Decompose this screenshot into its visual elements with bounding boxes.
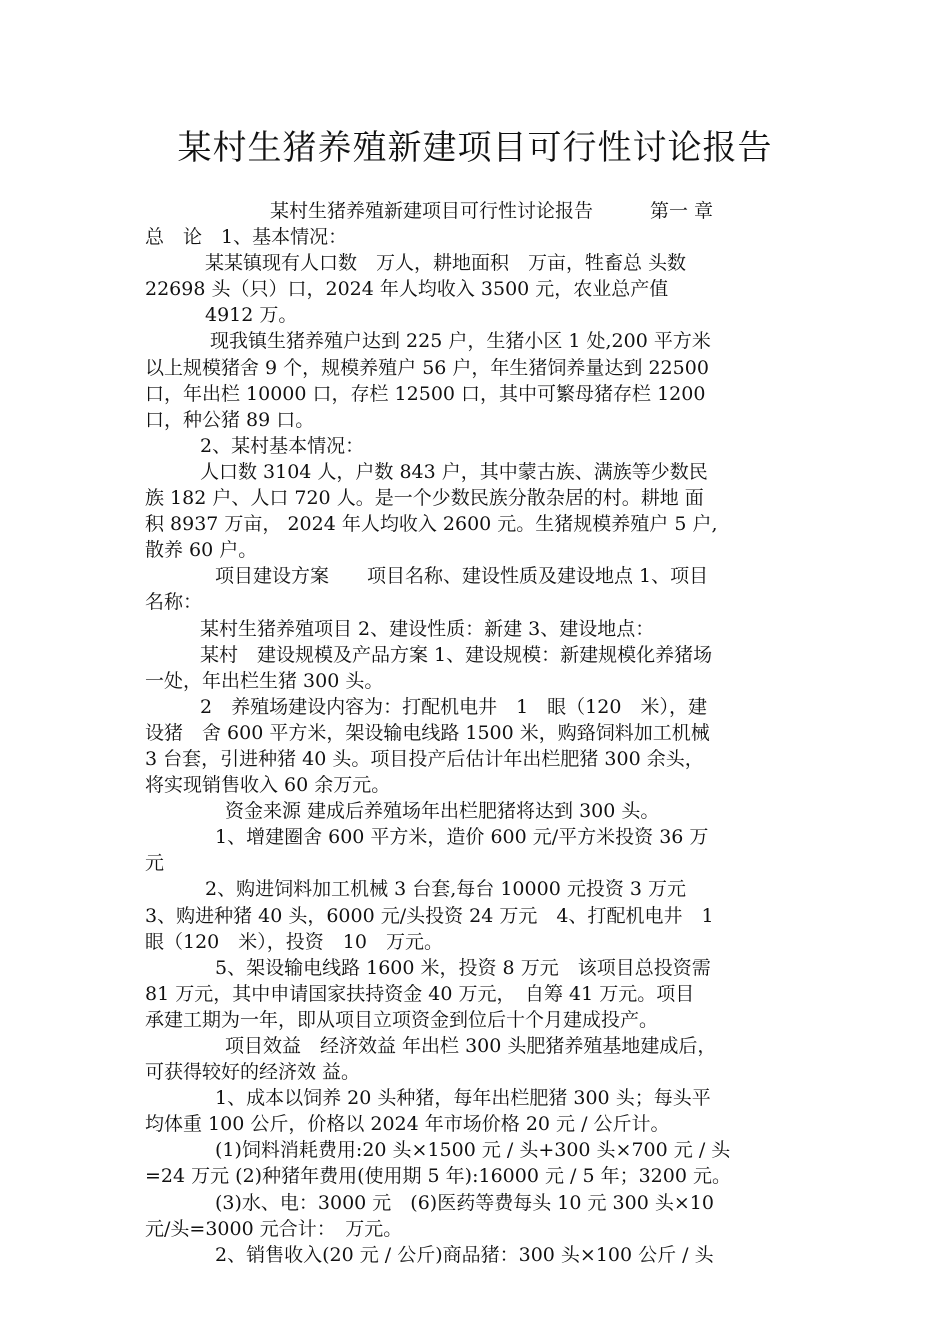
body-line: 名称： xyxy=(145,591,203,614)
body-line: 可获得较好的经济效 益。 xyxy=(145,1061,361,1084)
body-line: 散养 60 户。 xyxy=(145,539,258,562)
body-line: 总 论 1、基本情况： xyxy=(145,226,348,249)
body-line: 2、某村基本情况： xyxy=(200,434,365,457)
body-line: 2 养殖场建设内容为：打配机电井 1 眼（120 米），建 xyxy=(200,695,707,718)
body-line: 设猪 舍 600 平方米，架设输电线路 1500 米，购臵饲料加工机械 xyxy=(145,721,710,744)
body-line: 4912 万。 xyxy=(205,304,298,327)
body-line: 某村生猪养殖项目 2、建设性质：新建 3、建设地点： xyxy=(200,617,655,640)
body-line: 1、成本以饲养 20 头种猪，每年出栏肥猪 300 头；每头平 xyxy=(215,1087,711,1110)
body-line: 某村生猪养殖新建项目可行性讨论报告 第一 章 xyxy=(270,200,714,222)
body-line: 某某镇现有人口数 万人，耕地面积 万亩，牲畜总 头数 xyxy=(205,252,687,275)
body-line: 以上规模猪舍 9 个，规模养殖户 56 户，年生猪饲养量达到 22500 xyxy=(145,356,709,379)
body-line: =24 万元 (2)种猪年费用(使用期 5 年):16000 元 / 5 年；3200 元。 xyxy=(145,1165,731,1188)
body-line: 均体重 100 公斤，价格以 2024 年市场价格 20 元 / 公斤计。 xyxy=(145,1113,670,1136)
body-line: 2、购进饲料加工机械 3 台套,每台 10000 元投资 3 万元 xyxy=(205,878,686,901)
body-line: 口，年出栏 10000 口，存栏 12500 口，其中可繁母猪存栏 1200 xyxy=(145,382,706,405)
body-line: 族 182 户、人口 720 人。是一个少数民族分散杂居的村。耕地 面 xyxy=(145,487,704,510)
body-line: 一处，年出栏生猪 300 头。 xyxy=(145,669,384,692)
body-line: 81 万元，其中申请国家扶持资金 40 万元， 自筹 41 万元。项目 xyxy=(145,982,695,1005)
body-line: 现我镇生猪养殖户达到 225 户，生猪小区 1 处,200 平方米 xyxy=(210,330,711,353)
body-line: 3、购进种猪 40 头，6000 元/头投资 24 万元 4、打配机电井 1 xyxy=(145,904,714,927)
body-line: 5、架设输电线路 1600 米，投资 8 万元 该项目总投资需 xyxy=(215,956,711,979)
body-line: 积 8937 万亩， 2024 年人均收入 2600 元。生猪规模养殖户 5 户, xyxy=(145,513,718,536)
body-line: 1、增建圈舍 600 平方米，造价 600 元/平方米投资 36 万 xyxy=(215,826,709,849)
body-line: 将实现销售收入 60 余万元。 xyxy=(145,774,391,797)
body-line: 2、销售收入(20 元 / 公斤)商品猪：300 头×100 公斤 / 头 xyxy=(215,1243,714,1266)
body-line: 项目效益 经济效益 年出栏 300 头肥猪养殖基地建成后， xyxy=(225,1035,717,1057)
body-line: (3)水、电：3000 元 (6)医药等费每头 10 元 300 头×10 xyxy=(215,1191,714,1214)
body-line: 承建工期为一年，即从项目立项资金到位后十个月建成投产。 xyxy=(145,1008,659,1031)
body-line: 22698 头（只）口，2024 年人均收入 3500 元，农业总产值 xyxy=(145,278,669,301)
document-body xyxy=(145,198,810,1268)
body-line: 元 xyxy=(145,852,165,875)
body-line: 项目建设方案 项目名称、建设性质及建设地点 1、项目 xyxy=(215,565,709,588)
body-line: 元/头=3000 元合计： 万元。 xyxy=(145,1217,403,1240)
body-line: (1)饲料消耗费用:20 头×1500 元 / 头+300 头×700 元 / 头 xyxy=(215,1139,731,1162)
body-line: 某村 建设规模及产品方案 1、建设规模：新建规模化养猪场 xyxy=(200,643,713,666)
body-line: 3 台套，引进种猪 40 头。项目投产后估计年出栏肥猪 300 余头， xyxy=(145,747,704,770)
body-line: 眼（120 米），投资 10 万元。 xyxy=(145,930,443,953)
body-line: 口，种公猪 89 口。 xyxy=(145,408,315,431)
body-line: 人口数 3104 人，户数 843 户，其中蒙古族、满族等少数民 xyxy=(200,460,708,483)
body-line: 资金来源 建成后养殖场年出栏肥猪将达到 300 头。 xyxy=(225,800,660,823)
document-title: 某村生猪养殖新建项目可行性讨论报告 xyxy=(177,128,773,168)
